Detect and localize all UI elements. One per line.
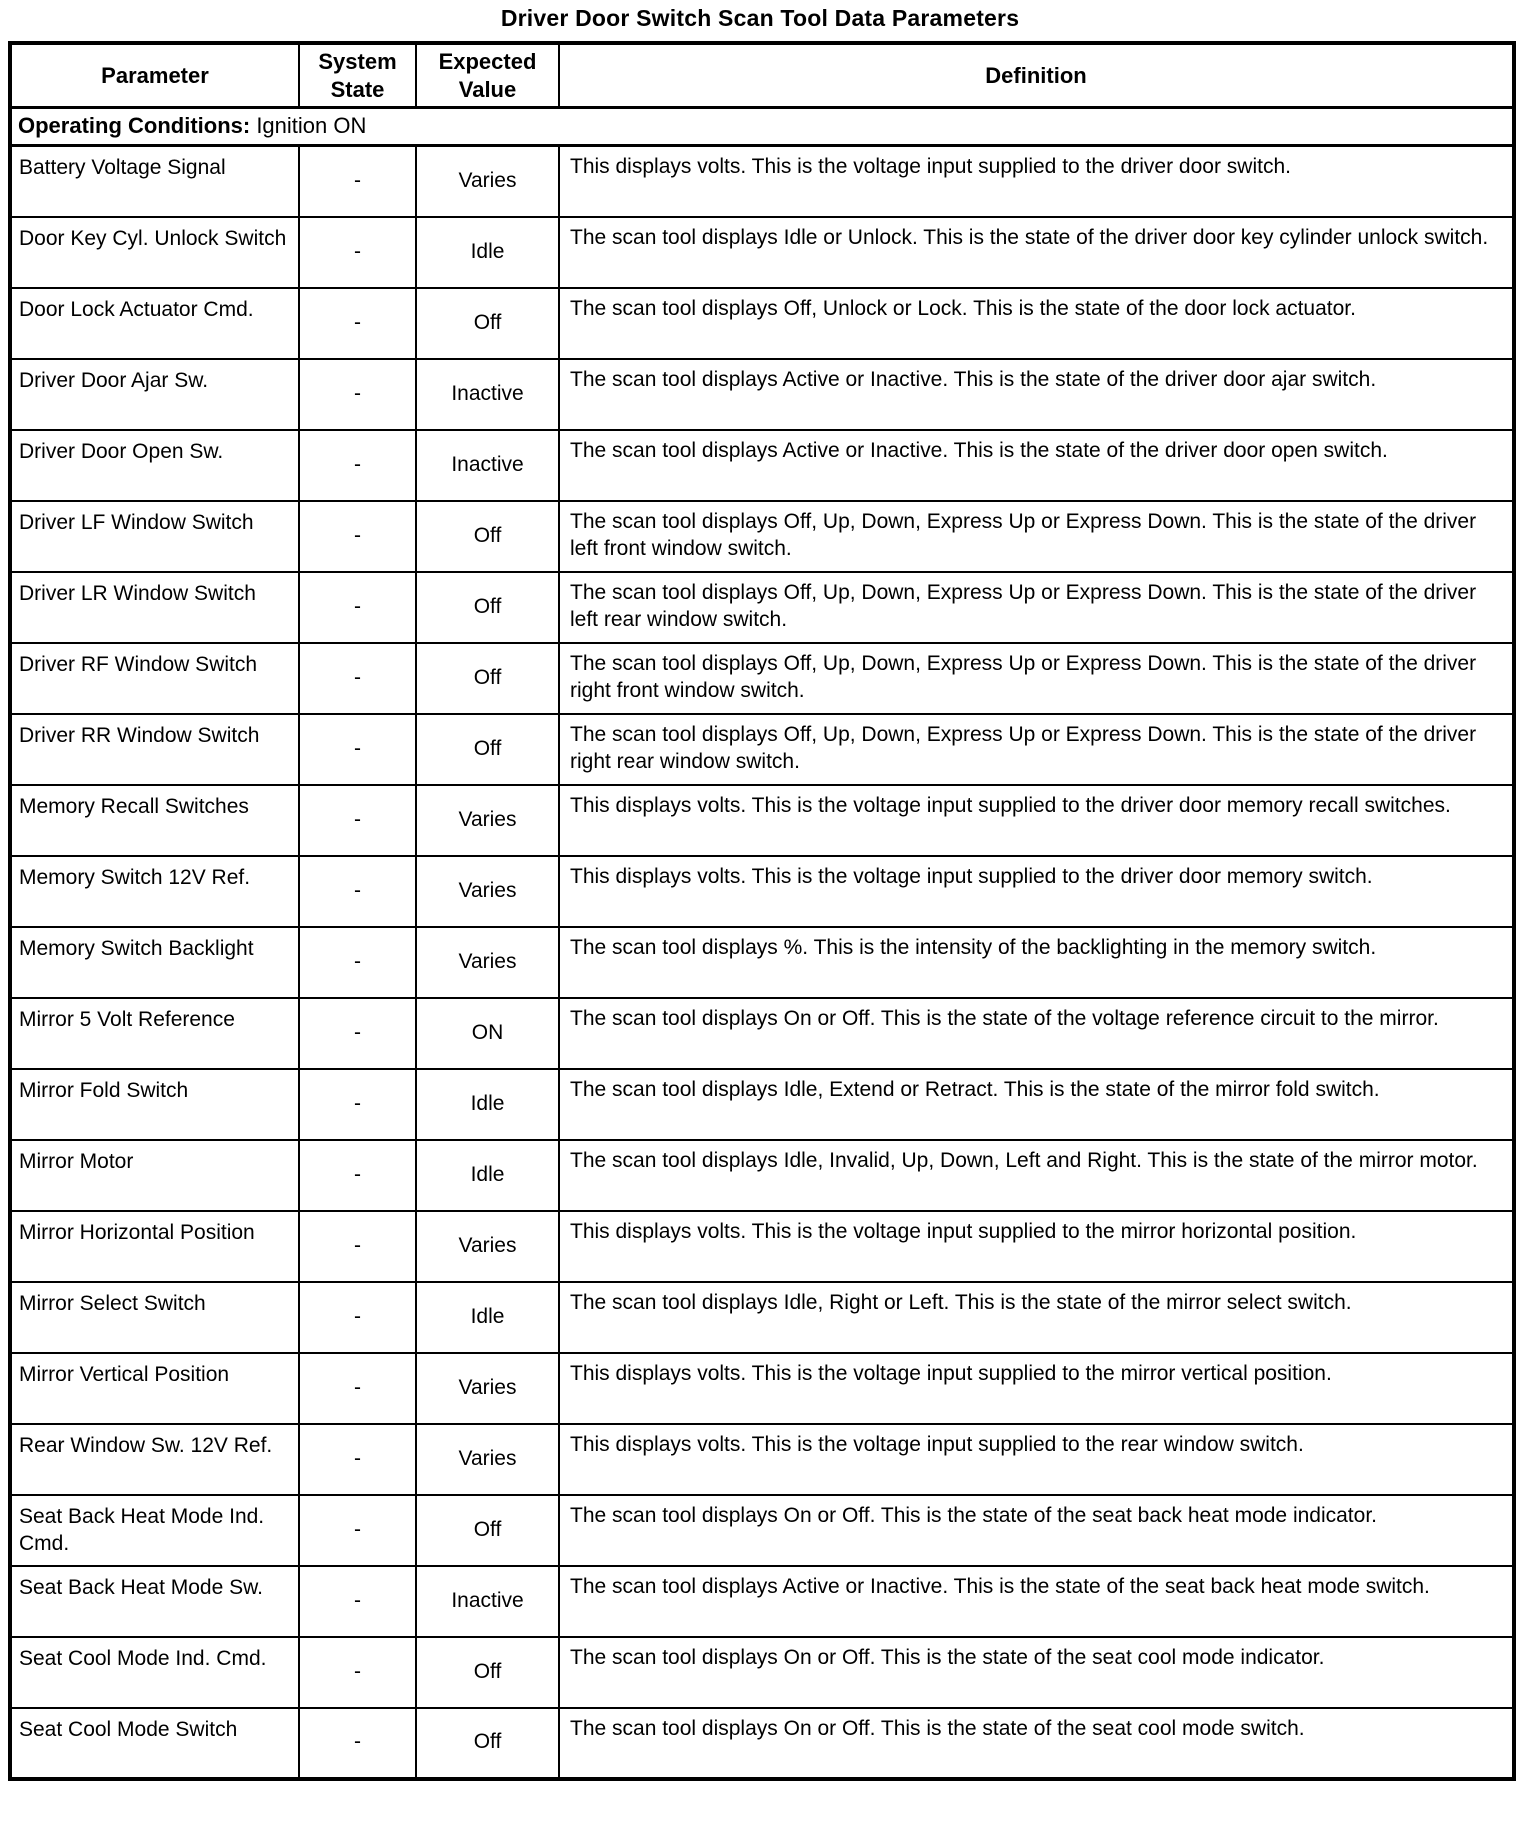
column-header-definition: Definition [559, 43, 1514, 108]
operating-conditions-cell [10, 108, 1514, 146]
expected-value-cell: Off [416, 1637, 559, 1708]
parameter-cell: Driver LR Window Switch [10, 572, 299, 643]
definition-cell: The scan tool displays Idle, Extend or Retract. This is the state of the mirror fold switch. [559, 1069, 1514, 1140]
parameter-cell: Memory Recall Switches [10, 785, 299, 856]
system-state-cell: - [299, 785, 416, 856]
system-state-cell: - [299, 1353, 416, 1424]
system-state-cell: - [299, 1211, 416, 1282]
operating-conditions-row [10, 108, 1514, 146]
expected-value-cell: Inactive [416, 1566, 559, 1637]
parameter-cell: Memory Switch 12V Ref. [10, 856, 299, 927]
definition-cell: This displays volts. This is the voltage input supplied to the mirror vertical position. [559, 1353, 1514, 1424]
table-row [10, 430, 1514, 501]
parameter-cell: Driver Door Open Sw. [10, 430, 299, 501]
expected-value-cell: Varies [416, 927, 559, 998]
parameter-cell: Driver Door Ajar Sw. [10, 359, 299, 430]
parameter-cell: Door Lock Actuator Cmd. [10, 288, 299, 359]
parameter-cell: Seat Cool Mode Ind. Cmd. [10, 1637, 299, 1708]
definition-cell: The scan tool displays %. This is the intensity of the backlighting in the memory switch. [559, 927, 1514, 998]
table-row [10, 714, 1514, 785]
parameter-cell: Seat Back Heat Mode Ind. Cmd. [10, 1495, 299, 1566]
parameter-cell: Driver LF Window Switch [10, 501, 299, 572]
header-row [10, 43, 1514, 108]
table-row [10, 146, 1514, 217]
definition-cell: The scan tool displays Off, Up, Down, Express Up or Express Down. This is the state of the driver left front window switch. [559, 501, 1514, 572]
expected-value-cell: Varies [416, 146, 559, 217]
definition-cell: The scan tool displays On or Off. This is the state of the voltage reference circuit to the mirror. [559, 998, 1514, 1069]
parameter-cell: Driver RR Window Switch [10, 714, 299, 785]
definition-cell: The scan tool displays Active or Inactive. This is the state of the driver door open switch. [559, 430, 1514, 501]
expected-value-cell: Varies [416, 785, 559, 856]
table-row [10, 1424, 1514, 1495]
definition-cell: The scan tool displays On or Off. This is the state of the seat cool mode indicator. [559, 1637, 1514, 1708]
operating-conditions-label: Operating Conditions: [18, 113, 251, 138]
definition-cell: The scan tool displays Off, Unlock or Lock. This is the state of the door lock actuator. [559, 288, 1514, 359]
definition-cell: This displays volts. This is the voltage input supplied to the mirror horizontal position. [559, 1211, 1514, 1282]
expected-value-cell: Idle [416, 1069, 559, 1140]
system-state-cell: - [299, 288, 416, 359]
definition-cell: The scan tool displays On or Off. This is the state of the seat back heat mode indicator. [559, 1495, 1514, 1566]
parameter-cell: Battery Voltage Signal [10, 146, 299, 217]
system-state-cell: - [299, 1495, 416, 1566]
table-row [10, 501, 1514, 572]
expected-value-cell: Inactive [416, 430, 559, 501]
parameter-cell: Mirror 5 Volt Reference [10, 998, 299, 1069]
table-row [10, 643, 1514, 714]
system-state-cell: - [299, 1424, 416, 1495]
expected-value-cell: Off [416, 501, 559, 572]
expected-value-cell: ON [416, 998, 559, 1069]
parameter-cell: Mirror Select Switch [10, 1282, 299, 1353]
system-state-cell: - [299, 643, 416, 714]
parameter-cell: Mirror Vertical Position [10, 1353, 299, 1424]
definition-cell: The scan tool displays Idle, Right or Left. This is the state of the mirror select switch. [559, 1282, 1514, 1353]
expected-value-cell: Off [416, 572, 559, 643]
parameter-cell: Door Key Cyl. Unlock Switch [10, 217, 299, 288]
system-state-cell: - [299, 714, 416, 785]
expected-value-cell: Off [416, 643, 559, 714]
system-state-cell: - [299, 1140, 416, 1211]
system-state-cell: - [299, 927, 416, 998]
system-state-cell: - [299, 998, 416, 1069]
definition-cell: The scan tool displays Off, Up, Down, Express Up or Express Down. This is the state of the driver left rear window switch. [559, 572, 1514, 643]
definition-cell: The scan tool displays Active or Inactive. This is the state of the seat back heat mode switch. [559, 1566, 1514, 1637]
definition-cell: The scan tool displays Off, Up, Down, Express Up or Express Down. This is the state of the driver right rear window switch. [559, 714, 1514, 785]
operating-conditions-value: Ignition ON [250, 113, 367, 138]
parameter-cell: Rear Window Sw. 12V Ref. [10, 1424, 299, 1495]
expected-value-cell: Idle [416, 217, 559, 288]
definition-cell: The scan tool displays Active or Inactive. This is the state of the driver door ajar switch. [559, 359, 1514, 430]
parameter-cell: Seat Back Heat Mode Sw. [10, 1566, 299, 1637]
table-row [10, 1282, 1514, 1353]
expected-value-cell: Off [416, 1495, 559, 1566]
table-row [10, 998, 1514, 1069]
expected-value-cell: Varies [416, 1424, 559, 1495]
parameter-cell: Mirror Motor [10, 1140, 299, 1211]
table-row [10, 1637, 1514, 1708]
system-state-cell: - [299, 430, 416, 501]
table-row [10, 785, 1514, 856]
definition-cell: The scan tool displays Idle or Unlock. This is the state of the driver door key cylinder unlock switch. [559, 217, 1514, 288]
parameter-cell: Mirror Fold Switch [10, 1069, 299, 1140]
table-row [10, 288, 1514, 359]
parameter-cell: Seat Cool Mode Switch [10, 1708, 299, 1779]
table-row [10, 1495, 1514, 1566]
expected-value-cell: Idle [416, 1140, 559, 1211]
table-row [10, 1708, 1514, 1779]
expected-value-cell: Inactive [416, 359, 559, 430]
expected-value-cell: Off [416, 1708, 559, 1779]
parameter-cell: Memory Switch Backlight [10, 927, 299, 998]
expected-value-cell: Off [416, 714, 559, 785]
system-state-cell: - [299, 217, 416, 288]
system-state-cell: - [299, 501, 416, 572]
system-state-cell: - [299, 572, 416, 643]
expected-value-cell: Idle [416, 1282, 559, 1353]
system-state-cell: - [299, 1282, 416, 1353]
system-state-cell: - [299, 1708, 416, 1779]
scan-tool-data-table [8, 41, 1516, 1781]
system-state-cell: - [299, 146, 416, 217]
parameter-cell: Mirror Horizontal Position [10, 1211, 299, 1282]
system-state-cell: - [299, 1069, 416, 1140]
system-state-cell: - [299, 359, 416, 430]
table-row [10, 572, 1514, 643]
table-row [10, 856, 1514, 927]
definition-cell: This displays volts. This is the voltage input supplied to the driver door switch. [559, 146, 1514, 217]
table-row [10, 217, 1514, 288]
table-row [10, 1140, 1514, 1211]
page-title: Driver Door Switch Scan Tool Data Parameters [500, 5, 1020, 31]
table-row [10, 927, 1514, 998]
definition-cell: This displays volts. This is the voltage input supplied to the driver door memory recall switches. [559, 785, 1514, 856]
definition-cell: The scan tool displays Off, Up, Down, Express Up or Express Down. This is the state of the driver right front window switch. [559, 643, 1514, 714]
table-row [10, 1566, 1514, 1637]
table-row [10, 1353, 1514, 1424]
table-row [10, 1211, 1514, 1282]
expected-value-cell: Varies [416, 1211, 559, 1282]
table-row [10, 359, 1514, 430]
definition-cell: The scan tool displays On or Off. This is the state of the seat cool mode switch. [559, 1708, 1514, 1779]
system-state-cell: - [299, 1566, 416, 1637]
system-state-cell: - [299, 1637, 416, 1708]
column-header-expected-value: Expected Value [416, 43, 559, 108]
definition-cell: This displays volts. This is the voltage input supplied to the rear window switch. [559, 1424, 1514, 1495]
expected-value-cell: Off [416, 288, 559, 359]
table-row [10, 1069, 1514, 1140]
expected-value-cell: Varies [416, 856, 559, 927]
expected-value-cell: Varies [416, 1353, 559, 1424]
column-header-parameter: Parameter [10, 43, 299, 108]
definition-cell: The scan tool displays Idle, Invalid, Up, Down, Left and Right. This is the state of the mirror motor. [559, 1140, 1514, 1211]
definition-cell: This displays volts. This is the voltage input supplied to the driver door memory switch. [559, 856, 1514, 927]
system-state-cell: - [299, 856, 416, 927]
parameter-cell: Driver RF Window Switch [10, 643, 299, 714]
column-header-system-state: System State [299, 43, 416, 108]
